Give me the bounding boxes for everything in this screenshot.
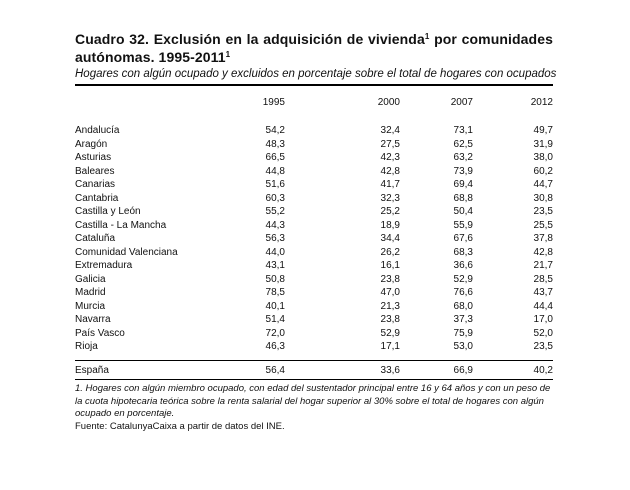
region-name: Andalucía [75, 125, 120, 136]
region-name: Castilla y León [75, 206, 141, 217]
table-row [75, 259, 553, 273]
region-name: Canarias [75, 179, 116, 190]
cell-value: 42,8 [533, 246, 553, 258]
document [75, 30, 557, 433]
cell-value: 33,6 [380, 364, 400, 376]
cell-value: 66,9 [453, 364, 473, 376]
region-name: Madrid [75, 287, 106, 298]
data-table [75, 86, 553, 380]
cell-value: 42,3 [380, 152, 400, 163]
region-name: Extremadura [75, 260, 133, 271]
cell-value: 38,0 [533, 152, 553, 163]
cell-value: 50,8 [265, 273, 285, 285]
source-note: Fuente: CatalunyaCaixa a partir de datos del INE. [75, 420, 285, 432]
cell-value: 26,2 [380, 246, 400, 258]
cell-value: 73,1 [453, 125, 473, 136]
cell-value: 23,5 [533, 341, 553, 352]
cell-value: 25,2 [380, 206, 400, 217]
cell-value: 37,8 [533, 233, 553, 244]
cell-value: 40,2 [533, 364, 553, 376]
region-name: Cataluña [75, 233, 116, 244]
cell-value: 44,7 [533, 179, 553, 190]
cell-value: 72,0 [265, 327, 285, 339]
region-name: Comunidad Valenciana [75, 246, 178, 258]
cell-value: 75,9 [453, 327, 473, 339]
region-name: Aragón [75, 138, 108, 150]
cell-value: 36,6 [453, 260, 473, 271]
cell-value: 47,0 [380, 287, 400, 298]
cell-value: 17,0 [533, 314, 553, 325]
cell-value: 44,4 [533, 300, 553, 312]
cell-value: 69,4 [453, 179, 473, 190]
header-row [75, 96, 553, 110]
cell-value: 50,4 [453, 206, 473, 217]
cell-value: 51,4 [265, 314, 285, 325]
region-name: Asturias [75, 152, 112, 163]
column-header: 1995 [262, 97, 285, 109]
cell-value: 60,3 [265, 192, 285, 204]
bottom-rule [75, 377, 553, 380]
region-name: España [75, 364, 109, 376]
table-title: Cuadro 32. Exclusión en la adquisición de vivienda$^1$ por comunidades autónomas. 1995-2011$^1$ [75, 31, 553, 65]
table-row [75, 273, 553, 287]
table-row [75, 178, 553, 192]
cell-value: 28,5 [533, 273, 553, 285]
cell-value: 67,6 [453, 233, 473, 244]
cell-value: 23,8 [380, 314, 400, 325]
cell-value: 52,9 [380, 327, 400, 339]
region-name: Murcia [75, 300, 106, 312]
cell-value: 46,3 [265, 341, 285, 352]
table-row [75, 219, 553, 233]
table-row [75, 286, 553, 300]
cell-value: 23,5 [533, 206, 553, 217]
region-name: Baleares [75, 165, 115, 177]
region-name: Cantabria [75, 192, 119, 204]
cell-value: 68,3 [453, 246, 473, 258]
cell-value: 78,5 [265, 287, 285, 298]
cell-value: 56,4 [265, 364, 285, 376]
table-row [75, 192, 553, 206]
cell-value: 52,0 [533, 327, 553, 339]
cell-value: 37,3 [453, 314, 473, 325]
cell-value: 32,3 [380, 192, 400, 204]
cell-value: 63,2 [453, 152, 473, 163]
cell-value: 48,3 [265, 138, 285, 150]
table-row [75, 138, 553, 152]
cell-value: 44,0 [265, 246, 285, 258]
cell-value: 49,7 [533, 125, 553, 136]
cell-value: 60,2 [533, 165, 553, 177]
cell-value: 44,8 [265, 165, 285, 177]
region-name: Rioja [75, 341, 98, 352]
cell-value: 44,3 [265, 219, 285, 231]
region-name: Castilla - La Mancha [75, 219, 167, 231]
table-subtitle: Hogares con algún ocupado y excluidos en porcentaje sobre el total de hogares con ocupados [75, 68, 557, 80]
cell-value: 56,3 [265, 233, 285, 244]
cell-value: 30,8 [533, 192, 553, 204]
table-row [75, 313, 553, 327]
cell-value: 16,1 [380, 260, 400, 271]
cell-value: 32,4 [380, 125, 400, 136]
cell-value: 55,2 [265, 206, 285, 217]
table-row [75, 232, 553, 246]
column-header: 2007 [450, 97, 473, 109]
table-row [75, 165, 553, 179]
region-name: Navarra [75, 314, 111, 325]
cell-value: 51,6 [265, 179, 285, 190]
table-row [75, 340, 553, 354]
cell-value: 52,9 [453, 273, 473, 285]
cell-value: 68,0 [453, 300, 473, 312]
cell-value: 31,9 [533, 138, 553, 150]
cell-value: 21,7 [533, 260, 553, 271]
cell-value: 21,3 [380, 300, 400, 312]
table-row [75, 327, 553, 341]
table-row [75, 246, 553, 260]
cell-value: 73,9 [453, 165, 473, 177]
notes [75, 383, 553, 433]
cell-value: 34,4 [380, 233, 400, 244]
cell-value: 76,6 [453, 287, 473, 298]
cell-value: 68,8 [453, 192, 473, 204]
cell-value: 62,5 [453, 138, 473, 150]
cell-value: 17,1 [380, 341, 400, 352]
column-header: 2012 [530, 97, 553, 109]
region-name: Galicia [75, 273, 106, 285]
region-name: País Vasco [75, 327, 125, 339]
cell-value: 43,1 [265, 260, 285, 271]
cell-value: 55,9 [453, 219, 473, 231]
cell-value: 66,5 [265, 152, 285, 163]
cell-value: 53,0 [453, 341, 473, 352]
footnote: 1. Hogares con algún miembro ocupado, con edad del sustentador principal entre 16 y 64 años y con un peso de la cuota hipotecaria teórica sobre la renta salarial del hogar superior al 30% sobre el total de hogares con algún ocupado en porcentaje. [75, 383, 551, 419]
cell-value: 25,5 [533, 219, 553, 231]
table-row [75, 124, 553, 138]
cell-value: 27,5 [380, 138, 400, 150]
total-row [75, 360, 553, 377]
table-row [75, 151, 553, 165]
cell-value: 18,9 [380, 219, 400, 231]
column-header: 2000 [377, 97, 400, 109]
cell-value: 43,7 [533, 287, 553, 298]
cell-value: 42,8 [380, 165, 400, 177]
cell-value: 41,7 [380, 179, 400, 190]
cell-value: 40,1 [265, 300, 285, 312]
cell-value: 23,8 [380, 273, 400, 285]
cell-value: 54,2 [265, 125, 285, 136]
table-row [75, 205, 553, 219]
table-row [75, 300, 553, 314]
